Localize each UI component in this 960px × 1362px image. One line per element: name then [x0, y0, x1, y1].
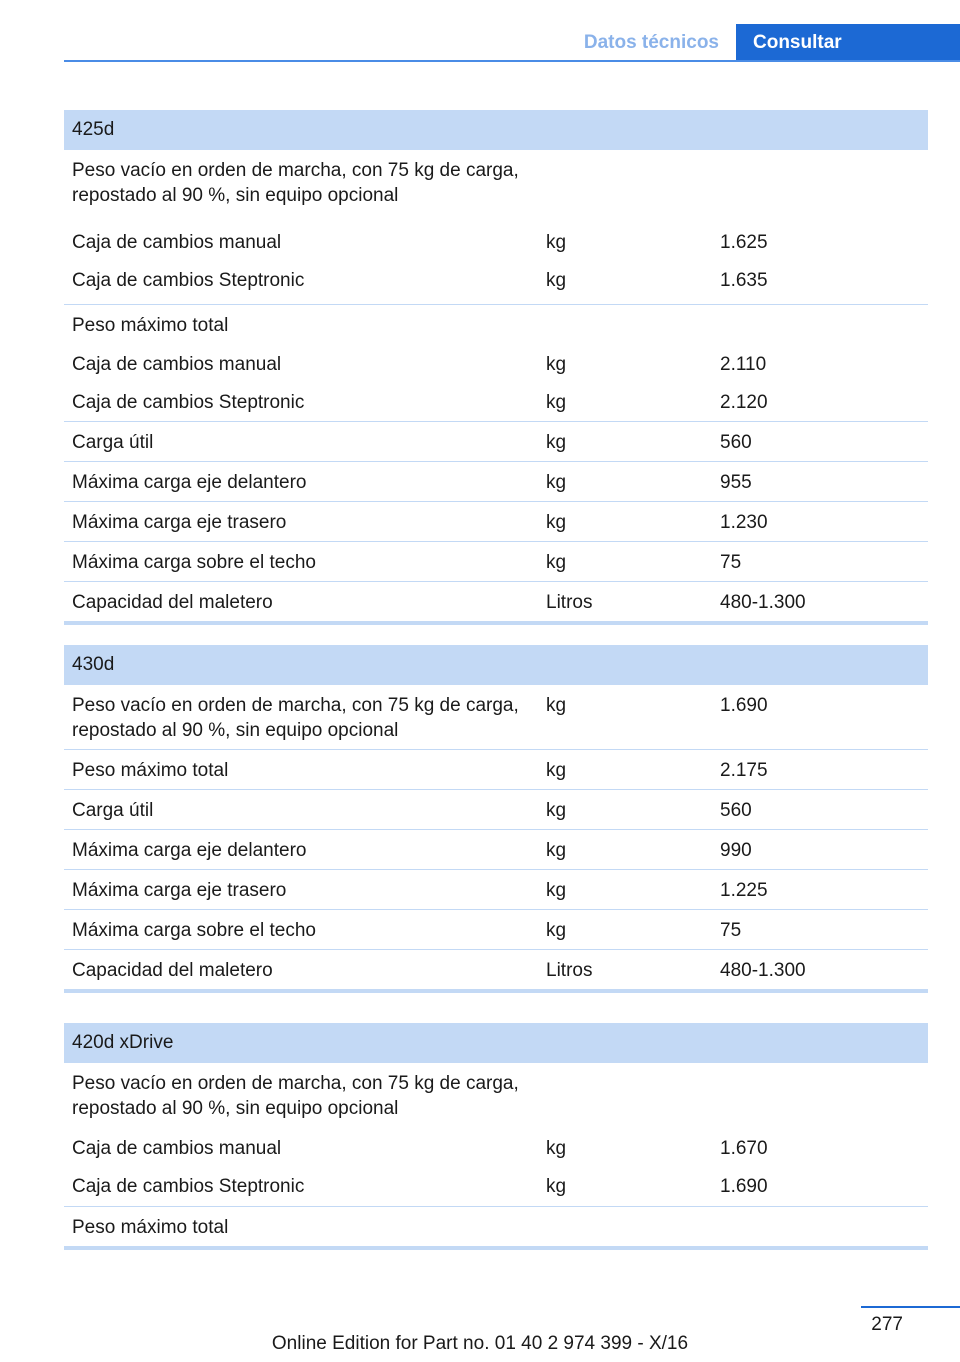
row-label: Peso vacío en orden de marcha, con 75 kg de carga,	[72, 1073, 519, 1094]
row-label-line2: repostado al 90 %, sin equipo opcional	[72, 1098, 399, 1119]
row-label: Caja de cambios manual	[72, 354, 282, 375]
row-label: Caja de cambios manual	[72, 1138, 282, 1159]
row-label: Carga útil	[72, 800, 154, 821]
row-value: 990	[720, 840, 752, 861]
table-row	[64, 685, 928, 749]
row-label: Máxima carga eje delantero	[72, 840, 307, 861]
row-value: 480‑1.300	[720, 592, 806, 613]
table-row	[64, 1063, 928, 1129]
table-row	[64, 228, 928, 266]
row-value: 955	[720, 472, 752, 493]
row-value: 1.230	[720, 512, 768, 533]
row-label: Capacidad del maletero	[72, 592, 273, 613]
row-label: Caja de cambios Steptronic	[72, 270, 305, 291]
row-value: 1.690	[720, 695, 768, 716]
page-number-rule	[861, 1306, 960, 1308]
row-label: Peso vacío en orden de marcha, con 75 kg de carga,	[72, 160, 519, 181]
row-value: 2.120	[720, 392, 768, 413]
row-unit: Litros	[546, 960, 593, 981]
row-value: 2.110	[720, 354, 767, 375]
table-row	[64, 305, 928, 344]
table-row	[64, 502, 928, 541]
row-value: 480‑1.300	[720, 960, 806, 981]
row-value: 1.690	[720, 1176, 768, 1197]
table-row	[64, 266, 928, 304]
row-value: 1.670	[720, 1138, 768, 1159]
row-label: Máxima carga eje trasero	[72, 880, 287, 901]
table-row	[64, 542, 928, 581]
table-title: 425d	[64, 110, 928, 150]
row-label: Capacidad del maletero	[72, 960, 273, 981]
table-row	[64, 582, 928, 621]
row-value: 2.175	[720, 760, 768, 781]
row-label: Peso máximo total	[72, 315, 229, 336]
row-unit: kg	[546, 552, 567, 573]
row-label: Caja de cambios Steptronic	[72, 1176, 305, 1197]
spec-table-420d-xdrive	[64, 1023, 928, 1250]
row-label: Peso máximo total	[72, 760, 229, 781]
row-value: 560	[720, 432, 752, 453]
table-row	[64, 150, 928, 228]
row-value: 1.225	[720, 880, 768, 901]
row-unit: kg	[546, 1138, 567, 1159]
row-unit: kg	[546, 354, 567, 375]
table-title: 420d xDrive	[64, 1023, 928, 1063]
table-row	[64, 1129, 928, 1168]
row-unit: kg	[546, 760, 567, 781]
page-number: 277	[871, 1314, 903, 1335]
row-unit: kg	[546, 392, 567, 413]
row-unit: kg	[546, 472, 567, 493]
row-label-line2: repostado al 90 %, sin equipo opcional	[72, 720, 399, 741]
row-value: 560	[720, 800, 752, 821]
footer-edition-note: Online Edition for Part no. 01 40 2 974 399 - X/16	[271, 1333, 689, 1354]
row-value: 75	[720, 920, 742, 941]
table-row	[64, 830, 928, 869]
row-label: Máxima carga eje delantero	[72, 472, 307, 493]
table-row	[64, 344, 928, 383]
row-value: 1.635	[720, 270, 768, 291]
table-row	[64, 750, 928, 789]
row-unit: kg	[546, 880, 567, 901]
row-unit: kg	[546, 695, 567, 716]
table-row	[64, 422, 928, 461]
table-row	[64, 910, 928, 949]
table-row	[64, 1207, 928, 1246]
spec-table-430d	[64, 645, 928, 993]
row-label: Máxima carga sobre el techo	[72, 552, 316, 573]
section-title: Datos técnicos	[583, 32, 719, 53]
row-unit: kg	[546, 270, 567, 291]
row-label: Máxima carga sobre el techo	[72, 920, 316, 941]
row-label-line2: repostado al 90 %, sin equipo opcional	[72, 185, 399, 206]
table-title: 430d	[64, 645, 928, 685]
spec-table-425d	[64, 110, 928, 625]
table-row	[64, 870, 928, 909]
header-rule	[64, 60, 960, 62]
table-bottom-rule	[64, 1246, 928, 1250]
table-bottom-rule	[64, 621, 928, 625]
row-value: 1.625	[720, 232, 768, 253]
row-label: Peso máximo total	[72, 1217, 229, 1238]
table-bottom-rule	[64, 989, 928, 993]
row-unit: kg	[546, 920, 567, 941]
table-row	[64, 462, 928, 501]
table-row	[64, 1168, 928, 1206]
row-unit: Litros	[546, 592, 593, 613]
row-unit: kg	[546, 432, 567, 453]
row-label: Caja de cambios Steptronic	[72, 392, 305, 413]
tab-consultar[interactable]: Consultar	[736, 24, 960, 62]
row-unit: kg	[546, 840, 567, 861]
row-value: 75	[720, 552, 742, 573]
table-row	[64, 383, 928, 421]
table-row	[64, 790, 928, 829]
row-label: Peso vacío en orden de marcha, con 75 kg de carga,	[72, 695, 519, 716]
row-label: Máxima carga eje trasero	[72, 512, 287, 533]
table-row	[64, 950, 928, 989]
row-unit: kg	[546, 232, 567, 253]
row-unit: kg	[546, 512, 567, 533]
row-unit: kg	[546, 1176, 567, 1197]
row-label: Carga útil	[72, 432, 154, 453]
row-unit: kg	[546, 800, 567, 821]
row-label: Caja de cambios manual	[72, 232, 282, 253]
